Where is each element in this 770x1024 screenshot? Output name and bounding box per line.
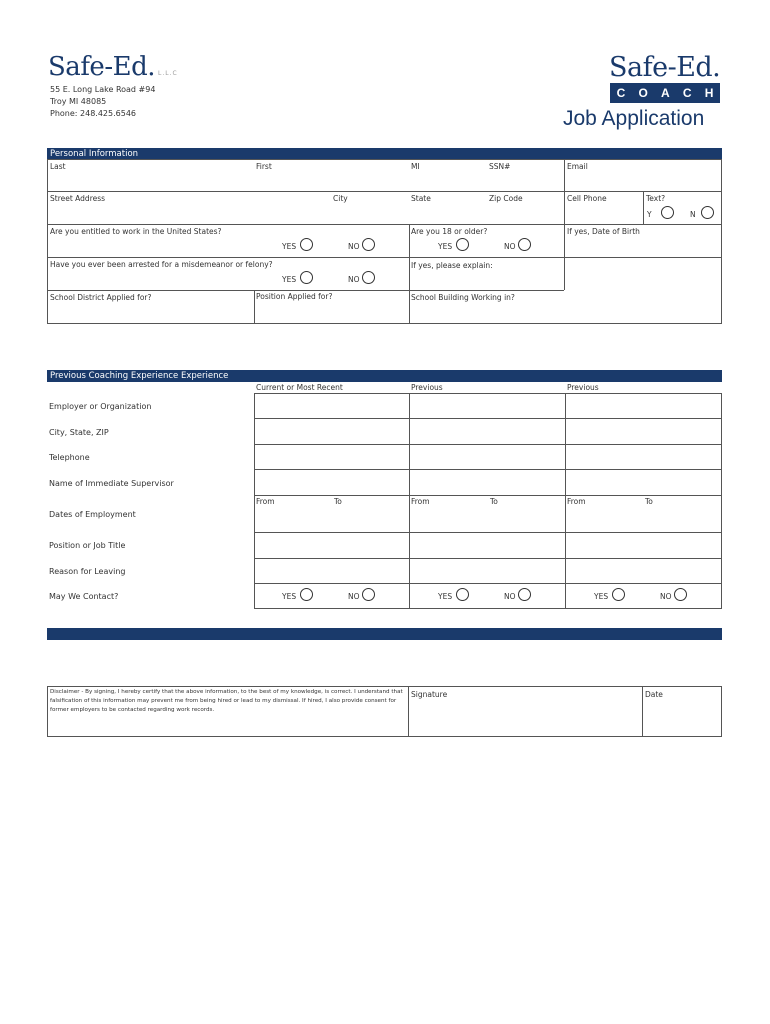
text-no-label: N — [690, 210, 696, 219]
position-applied-field[interactable]: Position Applied for? — [256, 292, 333, 301]
divider — [47, 290, 564, 291]
row-label-city-state-zip: City, State, ZIP — [49, 428, 109, 437]
contact-yes-label: YES — [438, 592, 453, 601]
row-label-contact: May We Contact? — [49, 592, 119, 601]
over18-no-label: NO — [504, 242, 516, 251]
divider — [47, 257, 722, 258]
first-name-field[interactable]: First — [256, 162, 272, 171]
cell-phone-field[interactable]: Cell Phone — [567, 194, 607, 203]
contact-no-radio-3[interactable] — [674, 588, 687, 601]
work-entitlement-question: Are you entitled to work in the United States? — [50, 227, 222, 236]
divider — [564, 159, 565, 290]
contact-yes-radio-3[interactable] — [612, 588, 625, 601]
arrest-yes-label: YES — [282, 275, 297, 284]
arrest-no-radio[interactable] — [362, 271, 375, 284]
coach-letter: A — [660, 86, 670, 100]
text-yes-radio[interactable] — [661, 206, 674, 219]
experience-section-header: Previous Coaching Experience Experience — [47, 370, 722, 382]
signature-field[interactable]: Signature — [411, 690, 448, 699]
coach-letter: O — [638, 86, 648, 100]
divider — [254, 558, 722, 559]
divider — [254, 495, 722, 496]
coach-letter: H — [704, 86, 714, 100]
contact-no-radio-1[interactable] — [362, 588, 375, 601]
text-question-label: Text? — [646, 194, 666, 203]
date-field[interactable]: Date — [645, 690, 663, 699]
row-label-supervisor: Name of Immediate Supervisor — [49, 479, 174, 488]
contact-no-label: NO — [504, 592, 516, 601]
divider — [642, 686, 643, 737]
column-header: Previous — [567, 383, 599, 392]
logo-llc-suffix: L.L.C — [158, 70, 178, 77]
column-header: Previous — [411, 383, 443, 392]
contact-yes-label: YES — [594, 592, 609, 601]
from-date-field[interactable]: From — [567, 497, 586, 506]
to-date-field[interactable]: To — [334, 497, 342, 506]
entitled-yes-label: YES — [282, 242, 297, 251]
state-field[interactable]: State — [411, 194, 431, 203]
contact-no-radio-2[interactable] — [518, 588, 531, 601]
row-label-dates: Dates of Employment — [49, 510, 136, 519]
employer-input-3[interactable] — [566, 394, 721, 418]
divider — [643, 191, 644, 224]
text-no-radio[interactable] — [701, 206, 714, 219]
over18-yes-radio[interactable] — [456, 238, 469, 251]
coach-letter: C — [682, 86, 692, 100]
entitled-no-radio[interactable] — [362, 238, 375, 251]
entitled-no-label: NO — [348, 242, 360, 251]
divider — [47, 191, 722, 192]
page-title: Job Application — [563, 107, 705, 130]
phone-number: Phone: 248.425.6546 — [50, 109, 137, 118]
school-building-field[interactable]: School Building Working in? — [411, 293, 515, 302]
address-line-1: 55 E. Long Lake Road #94 — [50, 85, 156, 94]
divider — [565, 393, 566, 609]
row-label-position: Position or Job Title — [49, 541, 126, 550]
ssn-field[interactable]: SSN# — [489, 162, 511, 171]
company-logo-right: Safe-Ed. — [609, 52, 721, 83]
age-question: Are you 18 or older? — [411, 227, 488, 236]
employer-input-2[interactable] — [410, 394, 564, 418]
contact-no-label: NO — [348, 592, 360, 601]
row-label-employer: Employer or Organization — [49, 402, 152, 411]
divider — [254, 418, 722, 419]
from-date-field[interactable]: From — [411, 497, 430, 506]
divider — [254, 532, 722, 533]
divider — [408, 686, 409, 737]
contact-no-label: NO — [660, 592, 672, 601]
arrest-question: Have you ever been arrested for a misdemeanor or felony? — [50, 260, 273, 269]
text-yes-label: Y — [647, 210, 652, 219]
email-field[interactable]: Email — [567, 162, 588, 171]
over18-yes-label: YES — [438, 242, 453, 251]
school-district-field[interactable]: School District Applied for? — [50, 293, 152, 302]
arrest-yes-radio[interactable] — [300, 271, 313, 284]
personal-section-header: Personal Information — [47, 148, 722, 160]
address-line-2: Troy MI 48085 — [50, 97, 107, 106]
over18-no-radio[interactable] — [518, 238, 531, 251]
column-header: Current or Most Recent — [256, 383, 343, 392]
coach-letter: C — [616, 86, 626, 100]
contact-yes-label: YES — [282, 592, 297, 601]
to-date-field[interactable]: To — [490, 497, 498, 506]
company-logo-left: Safe-Ed. L.L.C — [48, 52, 178, 82]
row-label-reason: Reason for Leaving — [49, 567, 126, 576]
divider — [254, 583, 722, 584]
divider — [409, 224, 410, 324]
street-address-field[interactable]: Street Address — [50, 194, 106, 203]
contact-yes-radio-1[interactable] — [300, 588, 313, 601]
contact-yes-radio-2[interactable] — [456, 588, 469, 601]
section-divider-bar — [47, 628, 722, 640]
divider — [254, 469, 722, 470]
middle-initial-field[interactable]: MI — [411, 162, 420, 171]
entitled-yes-radio[interactable] — [300, 238, 313, 251]
coach-banner — [610, 83, 720, 103]
divider — [254, 290, 255, 324]
disclaimer-text: Disclaimer - By signing, I hereby certify that the above information, to the best of my knowledge, is correct. I understand that falsification of this information may prevent me from being hired or lead to my dismissal. If hired, I also provide consent for former employers to be contacted regarding work records. — [50, 689, 403, 713]
arrest-explain-field[interactable]: If yes, please explain: — [411, 261, 493, 270]
city-field[interactable]: City — [333, 194, 348, 203]
date-of-birth-field[interactable]: If yes, Date of Birth — [567, 227, 640, 236]
row-label-telephone: Telephone — [49, 453, 90, 462]
last-name-field[interactable]: Last — [50, 162, 66, 171]
arrest-no-label: NO — [348, 275, 360, 284]
zip-code-field[interactable]: Zip Code — [489, 194, 523, 203]
divider — [409, 393, 410, 609]
divider — [47, 224, 722, 225]
from-date-field[interactable]: From — [256, 497, 275, 506]
employer-input-1[interactable] — [255, 394, 408, 418]
to-date-field[interactable]: To — [645, 497, 653, 506]
divider — [254, 444, 722, 445]
